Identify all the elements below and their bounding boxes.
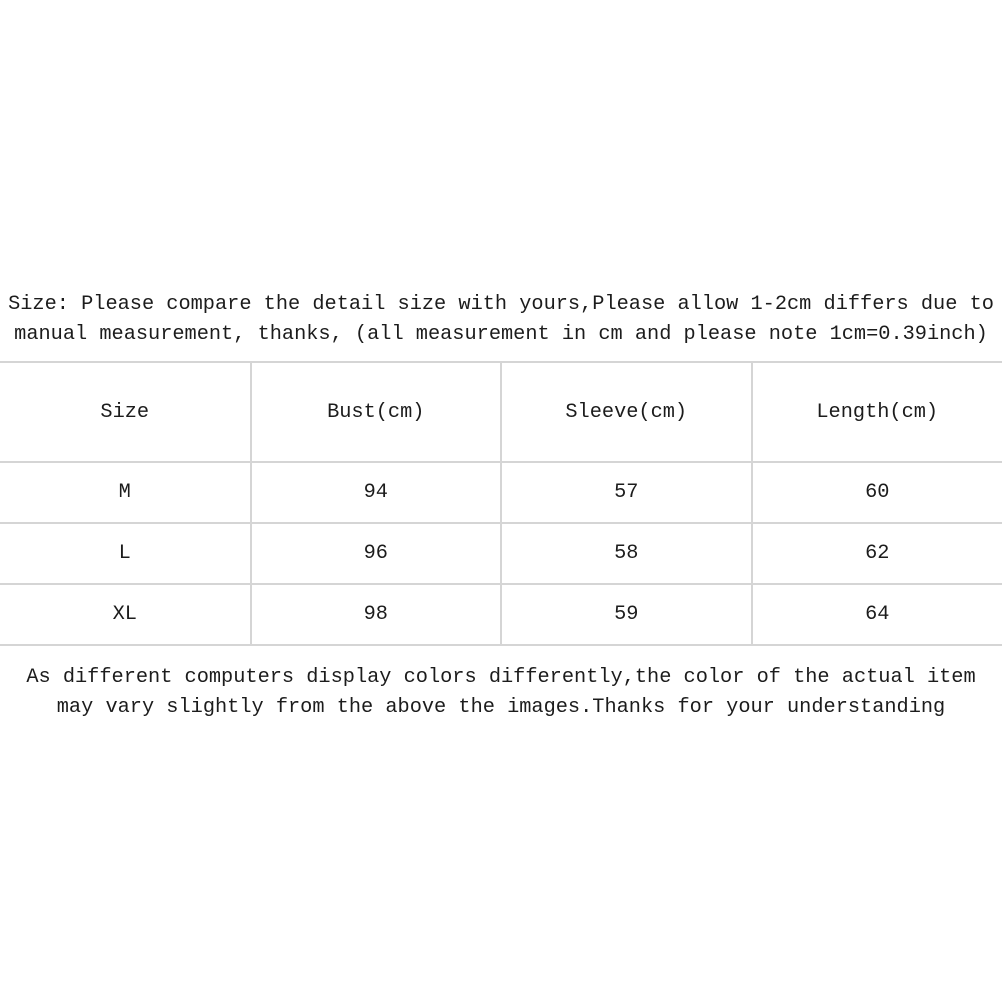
- color-note: [0, 663, 1002, 723]
- color-note-line1: As different computers display colors differently,the color of the actual item: [26, 666, 976, 689]
- table-row-l: [0, 523, 1002, 584]
- cell-length: 62: [752, 523, 1002, 584]
- header-cell-length: Length(cm): [752, 362, 1002, 462]
- cell-bust: 94: [251, 462, 502, 523]
- header-cell-size: Size: [0, 362, 251, 462]
- cell-bust: 96: [251, 523, 502, 584]
- size-table: [0, 361, 1002, 646]
- color-note-line2: may vary slightly from the above the images.Thanks for your understanding: [56, 696, 946, 719]
- cell-sleeve: 58: [501, 523, 752, 584]
- cell-length: 64: [752, 584, 1002, 645]
- cell-size: M: [0, 462, 251, 523]
- cell-size: L: [0, 523, 251, 584]
- size-note: [0, 290, 1002, 350]
- size-table-header-row: [0, 362, 1002, 462]
- size-note-line2: manual measurement, thanks, (all measurement in cm and please note 1cm=0.39inch): [14, 323, 988, 346]
- header-cell-bust: Bust(cm): [251, 362, 502, 462]
- header-cell-sleeve: Sleeve(cm): [501, 362, 752, 462]
- table-row-m: [0, 462, 1002, 523]
- cell-bust: 98: [251, 584, 502, 645]
- cell-sleeve: 57: [501, 462, 752, 523]
- size-note-line1: Size: Please compare the detail size with yours,Please allow 1-2cm differs due to: [8, 293, 994, 316]
- cell-size: XL: [0, 584, 251, 645]
- table-row-xl: [0, 584, 1002, 645]
- cell-length: 60: [752, 462, 1002, 523]
- cell-sleeve: 59: [501, 584, 752, 645]
